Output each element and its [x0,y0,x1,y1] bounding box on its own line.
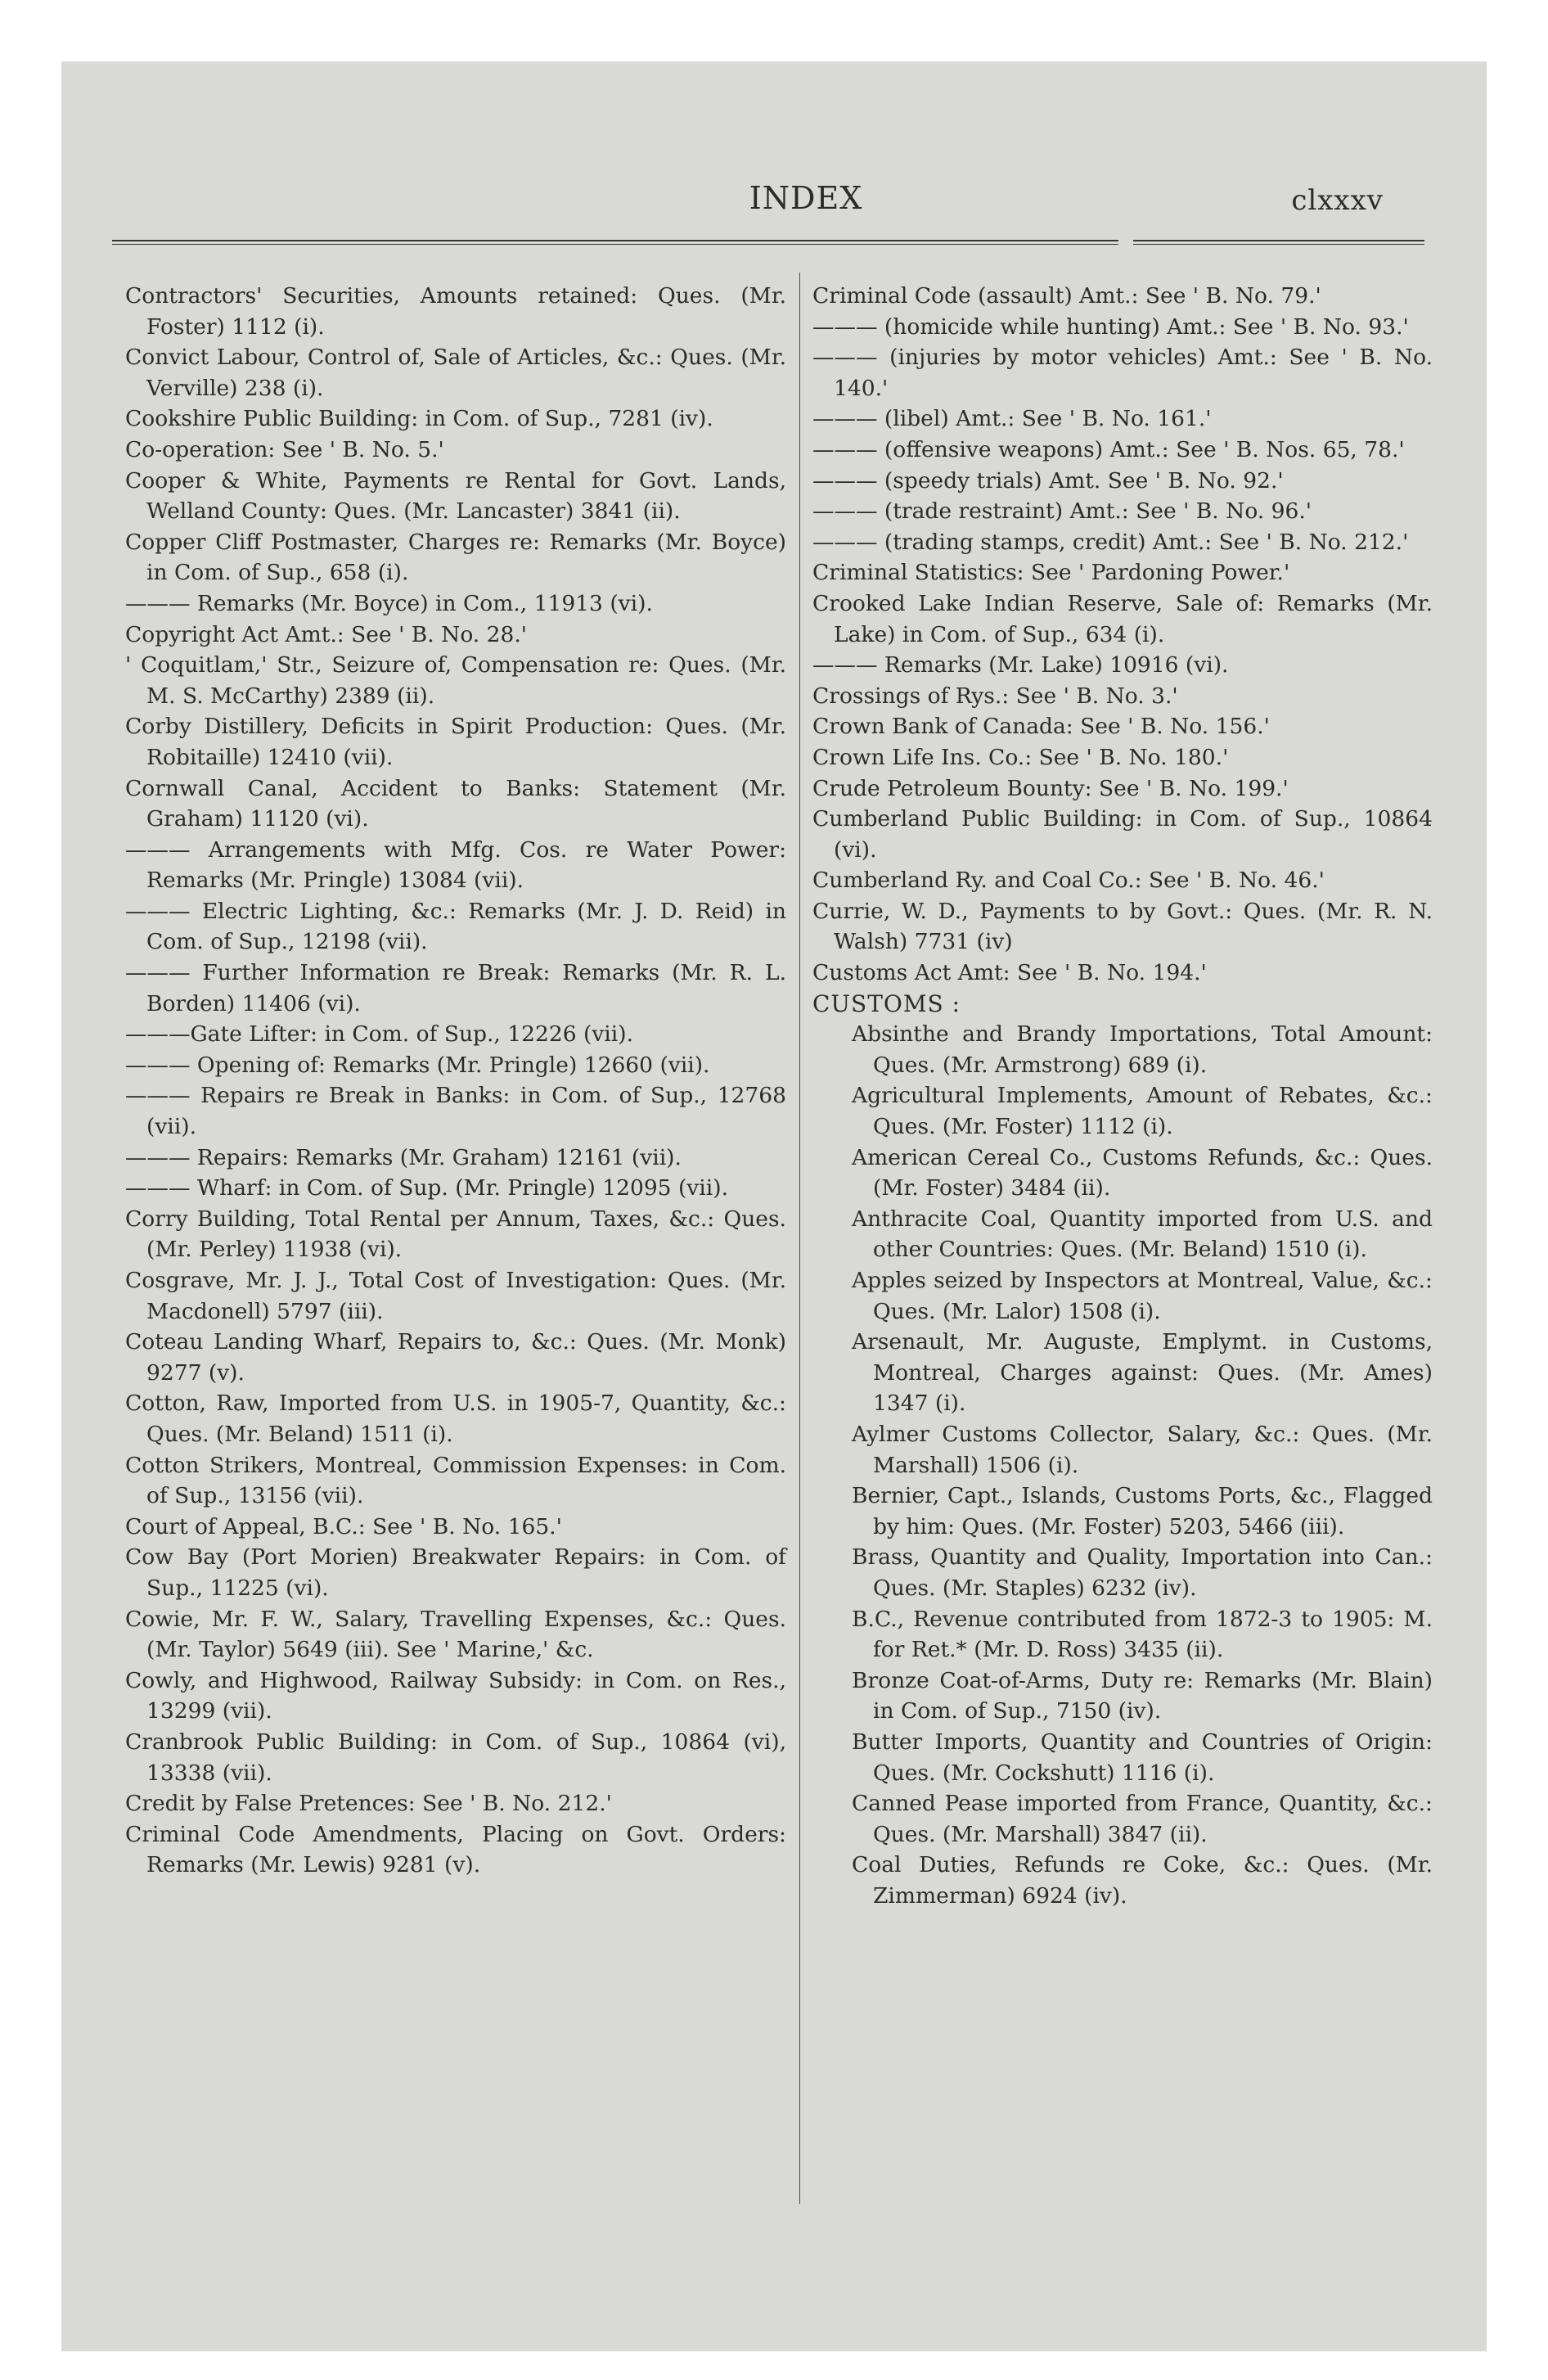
index-entry: Copper Cliff Postmaster, Charges re: Remarks (Mr. Boyce) in Com. of Sup., 658 (i). [125,529,786,586]
index-entry: ——— (libel) Amt.: See ' B. No. 161.' [812,406,1212,432]
index-entry: Apples seized by Inspectors at Montreal, Value, &c.: Ques. (Mr. Lalor) 1508 (i). [852,1268,1433,1324]
index-entry: Crude Petroleum Bounty: See ' B. No. 199.' [812,775,1289,801]
index-entry: Cooper & White, Payments re Rental for Govt. Lands, Welland County: Ques. (Mr. Lancaster) 3841 (ii). [125,467,786,525]
index-entry: Currie, W. D., Payments to by Govt.: Ques. (Mr. R. N. Walsh) 7731 (iv) [812,898,1433,955]
scanned-page [61,61,1487,2351]
index-entry: Cookshire Public Building: in Com. of Sup., 7281 (iv). [125,406,713,432]
page-title: INDEX [749,180,863,216]
header-rule-right [1133,240,1424,245]
index-entry: Cosgrave, Mr. J. J., Total Cost of Investigation: Ques. (Mr. Macdonell) 5797 (iii). [125,1268,786,1324]
index-entry: ——— Repairs re Break in Banks: in Com. of Sup., 12768 (vii). [125,1083,786,1140]
index-entry: ——— (injuries by motor vehicles) Amt.: See ' B. No. 140.' [812,345,1433,401]
index-entry: ——— (offensive weapons) Amt.: See ' B. Nos. 65, 78.' [812,436,1405,462]
index-entry: Criminal Code (assault) Amt.: See ' B. No. 79.' [812,283,1321,309]
index-entry: Cowly, and Highwood, Railway Subsidy: in Com. on Res., 13299 (vii). [125,1667,786,1724]
index-entry: Cotton Strikers, Montreal, Commission Expenses: in Com. of Sup., 13156 (vii). [125,1452,786,1509]
index-entry: Crooked Lake Indian Reserve, Sale of: Remarks (Mr. Lake) in Com. of Sup., 634 (i). [812,590,1433,647]
index-entry: Cornwall Canal, Accident to Banks: Statement (Mr. Graham) 11120 (vi). [125,775,786,832]
section-heading-customs: CUSTOMS : [812,989,961,1017]
index-entry: ——— Arrangements with Mfg. Cos. re Water Power: Remarks (Mr. Pringle) 13084 (vii). [125,836,786,894]
index-entry: Cumberland Ry. and Coal Co.: See ' B. No. 46.' [812,868,1325,894]
index-page [61,61,1487,2351]
index-entry: American Cereal Co., Customs Refunds, &c.: Ques. (Mr. Foster) 3484 (ii). [852,1144,1433,1201]
index-entry: Cotton, Raw, Imported from U.S. in 1905-7, Quantity, &c.: Ques. (Mr. Beland) 1511 (i). [125,1391,786,1447]
index-entry: Cowie, Mr. F. W., Salary, Travelling Expenses, &c.: Ques. (Mr. Taylor) 5649 (iii). See ' Marine,' &c. [125,1606,786,1663]
index-entry: Customs Act Amt: See ' B. No. 194.' [812,960,1207,986]
index-entry: Aylmer Customs Collector, Salary, &c.: Ques. (Mr. Marshall) 1506 (i). [852,1421,1433,1478]
index-entry: ——— Opening of: Remarks (Mr. Pringle) 12660 (vii). [125,1052,710,1078]
index-entry: Corby Distillery, Deficits in Spirit Production: Ques. (Mr. Robitaille) 12410 (vii). [125,714,786,770]
index-entry: Coal Duties, Refunds re Coke, &c.: Ques. (Mr. Zimmerman) 6924 (iv). [852,1852,1433,1909]
index-entry: Cow Bay (Port Morien) Breakwater Repairs: in Com. of Sup., 11225 (vi). [125,1544,786,1601]
index-entry: Criminal Code Amendments, Placing on Govt. Orders: Remarks (Mr. Lewis) 9281 (v). [125,1821,786,1878]
index-entry: Butter Imports, Quantity and Countries of Origin: Ques. (Mr. Cockshutt) 1116 (i). [852,1729,1433,1786]
index-entry: Court of Appeal, B.C.: See ' B. No. 165.' [125,1513,562,1539]
page-number: clxxxv [1291,184,1384,217]
index-entry: Cranbrook Public Building: in Com. of Sup., 10864 (vi), 13338 (vii). [125,1729,786,1786]
index-entry: Contractors' Securities, Amounts retained: Ques. (Mr. Foster) 1112 (i). [125,283,786,340]
index-entry: Crossings of Rys.: See ' B. No. 3.' [812,683,1178,709]
index-entry: Arsenault, Mr. Auguste, Emplymt. in Customs, Montreal, Charges against: Ques. (Mr. Ames) 1347 (i). [852,1329,1433,1417]
column-divider [799,273,800,2204]
index-entry: ——— Remarks (Mr. Lake) 10916 (vi). [812,652,1229,678]
index-entry: Brass, Quantity and Quality, Importation into Can.: Ques. (Mr. Staples) 6232 (iv). [852,1544,1433,1601]
index-entry: Credit by False Pretences: See ' B. No. 212.' [125,1791,612,1817]
index-entry: Criminal Statistics: See ' Pardoning Power.' [812,560,1290,586]
index-entry: ——— (trading stamps, credit) Amt.: See ' B. No. 212.' [812,529,1409,555]
index-entry: ——— (trade restraint) Amt.: See ' B. No. 96.' [812,498,1312,525]
index-entry: Coteau Landing Wharf, Repairs to, &c.: Ques. (Mr. Monk) 9277 (v). [125,1329,786,1386]
index-entry: Co-operation: See ' B. No. 5.' [125,436,444,462]
index-entry: Crown Bank of Canada: See ' B. No. 156.' [812,714,1270,740]
index-entry: ' Coquitlam,' Str., Seizure of, Compensation re: Ques. (Mr. M. S. McCarthy) 2389 (ii). [125,652,786,709]
index-entry: ——— (homicide while hunting) Amt.: See ' B. No. 93.' [812,313,1409,340]
index-entry: Agricultural Implements, Amount of Rebates, &c.: Ques. (Mr. Foster) 1112 (i). [852,1083,1433,1140]
index-entry: Convict Labour, Control of, Sale of Articles, &c.: Ques. (Mr. Verville) 238 (i). [125,345,786,401]
index-entry: ———Gate Lifter: in Com. of Sup., 12226 (vii). [125,1021,634,1048]
index-entry: ——— Wharf: in Com. of Sup. (Mr. Pringle) 12095 (vii). [125,1175,728,1201]
index-entry: Anthracite Coal, Quantity imported from U.S. and other Countries: Ques. (Mr. Beland) 1510 (i). [852,1206,1433,1263]
index-entry: Bernier, Capt., Islands, Customs Ports, &c., Flagged by him: Ques. (Mr. Foster) 5203, 5466 (iii). [852,1483,1433,1539]
index-entry: ——— Remarks (Mr. Boyce) in Com., 11913 (vi). [125,590,653,616]
index-entry: Cumberland Public Building: in Com. of Sup., 10864 (vi). [812,806,1433,863]
index-entry: Canned Pease imported from France, Quantity, &c.: Ques. (Mr. Marshall) 3847 (ii). [852,1791,1433,1847]
index-entry: ——— Further Information re Break: Remarks (Mr. R. L. Borden) 11406 (vi). [125,960,786,1016]
right-column [812,281,1433,1911]
index-entry: Corry Building, Total Rental per Annum, Taxes, &c.: Ques. (Mr. Perley) 11938 (vi). [125,1206,786,1263]
index-entry: Bronze Coat-of-Arms, Duty re: Remarks (Mr. Blain) in Com. of Sup., 7150 (iv). [852,1667,1433,1724]
index-entry: B.C., Revenue contributed from 1872-3 to 1905: M. for Ret.* (Mr. D. Ross) 3435 (ii). [852,1606,1433,1663]
index-entry: Copyright Act Amt.: See ' B. No. 28.' [125,621,528,647]
index-entry: ——— Repairs: Remarks (Mr. Graham) 12161 (vii). [125,1144,682,1170]
index-entry: Absinthe and Brandy Importations, Total Amount: Ques. (Mr. Armstrong) 689 (i). [852,1021,1433,1078]
index-entry: Crown Life Ins. Co.: See ' B. No. 180.' [812,744,1229,770]
header-rule-left [112,240,1118,245]
index-entry: ——— (speedy trials) Amt. See ' B. No. 92.' [812,467,1284,494]
left-column [125,281,786,1881]
index-entry: ——— Electric Lighting, &c.: Remarks (Mr. J. D. Reid) in Com. of Sup., 12198 (vii). [125,898,786,955]
